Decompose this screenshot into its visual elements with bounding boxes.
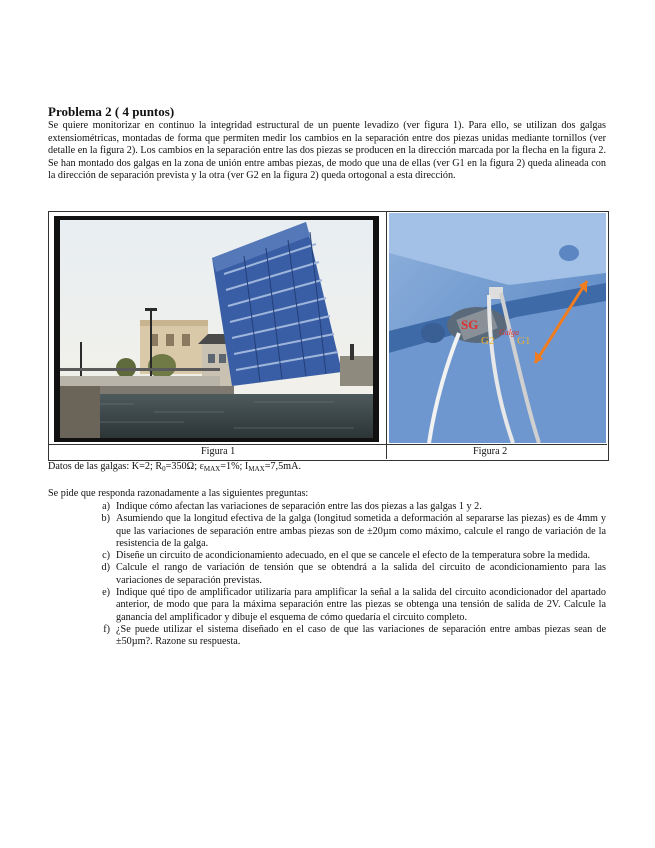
question-item [48,562,608,587]
figure-2-label-g2: G2 [481,335,495,347]
figure-1-caption: Figura 1 [201,446,236,457]
question-text: Indique cómo afectan las variaciones de separación entre las dos piezas a las galgas 1 y 2. [116,501,482,512]
question-text: Asumiendo que la longitud efectiva de la galga (longitud sometida a deformación al separarse las piezas) es de 4mm y que las variaciones de separación entre ambas piezas son de ±20µm como máximo, calcule el rango de variación de la resistencia de la galga. [116,513,606,549]
problem-title: Problema 2 ( 4 puntos) [48,104,175,119]
figure-1-drawbridge-photo [54,216,379,442]
figure-divider [386,211,387,459]
question-item [48,550,608,562]
question-text: Diseñe un circuito de acondicionamiento adecuado, en el que se cancele el efecto de la temperatura sobre la medida. [116,550,591,562]
r0-value: =350Ω; ε [165,461,204,472]
figure-2-label-sg: SG [461,317,479,332]
question-label: b) [101,513,110,525]
figure-2-strain-gauge-photo [389,213,606,443]
figure-2-label-g1: G1 [517,335,531,347]
question-item [48,624,608,649]
question-text: ¿Se puede utilizar el sistema diseñado en el caso de que las variaciones de separación entre ambas piezas sean de ±50µm?. Razone su respuesta. [116,623,606,648]
question-label: f) [103,623,110,635]
gauge-data-line [48,461,301,472]
figure-2-caption: Figura 2 [473,446,508,457]
question-item [48,501,608,513]
imax-subscript: MAX [248,465,265,473]
imax-value: =7,5mA. [264,461,301,472]
question-text: Calcule el rango de variación de tensión que se obtendrá a la salida del circuito de acondicionamiento para las variaciones de separación previstas. [116,562,606,586]
figure-caption-row [48,444,607,460]
question-label: c) [102,550,110,562]
question-item [48,587,608,624]
emax-value: =1%; I [220,461,249,472]
question-text: Indique qué tipo de amplificador utilizaría para amplificar la señal a la salida del circuito acondicionador del apartado anterior, de modo que para la máxima separación entre las piezas se obtenga una tensión de salida de 2V. Calcule la ganancia del amplificador y dibuje el esquema de cómo quedaría el circuito completo. [116,587,606,623]
problem-intro: Se quiere monitorizar en continuo la integridad estructural de un puente levadizo (ver figura 1). Para ello, se utilizan dos galgas extensiométricas, montadas de forma que permiten medir los cambios en la separación entre dos piezas unidas mediante tornillos (ver detalle en la figura 2). Los cambios en la separación entre las dos piezas se producen en la dirección marcada por la flecha en la figura 2. Se han montado dos galgas en la zona de unión entre ambas piezas, de modo que una de ellas (ver G1 en la figura 2) queda alineada con la dirección de separación prevista y la otra (ver G2 en la figura 2) queda ortogonal a esta dirección. [48,120,606,182]
r0-subscript: 0 [162,465,166,473]
questions-intro: Se pide que responda razonadamente a las siguientes preguntas: [48,488,309,499]
question-label: d) [101,562,110,574]
question-label: e) [102,587,110,599]
figure-2-label-galga: Galga [499,328,519,337]
gauge-data-prefix: Datos de las galgas: K=2; R [48,461,163,472]
emax-subscript: MAX [203,465,221,473]
questions-list [48,501,608,649]
question-label: a) [102,501,110,512]
question-item [48,513,608,550]
